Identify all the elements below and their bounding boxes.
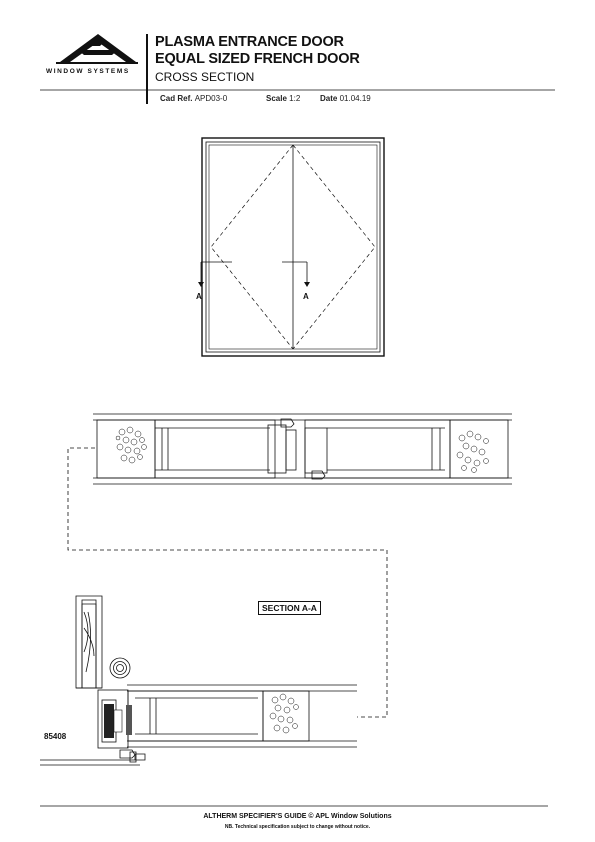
scale-label: Scale: [266, 94, 287, 103]
section-arrow-icon: [304, 282, 310, 287]
door-elevation: [198, 138, 384, 356]
date-label: Date: [320, 94, 338, 103]
left-leaf-swing-indicator: [211, 145, 293, 349]
section-marker-right: A: [303, 292, 309, 301]
date-value: 01.04.19: [339, 94, 371, 103]
cad-ref-value: APD03-0: [194, 94, 228, 103]
cad-ref-label: Cad Ref.: [160, 94, 193, 103]
lower-cross-section: [40, 596, 357, 765]
glazing-desiccant-left: [116, 427, 147, 463]
title-line-1: PLASMA ENTRANCE DOOR: [155, 34, 344, 50]
hinge-detail-icon: [104, 704, 132, 738]
date: [320, 94, 371, 103]
cad-ref: [160, 94, 227, 103]
section-connector: [68, 448, 387, 717]
upper-cross-section: [93, 414, 512, 484]
part-code: 85408: [44, 732, 67, 741]
footer-line-2: NB. Technical specification subject to change without notice.: [224, 824, 371, 830]
subtitle: CROSS SECTION: [155, 70, 255, 84]
section-arrow-icon: [198, 282, 204, 287]
section-marker-left: A: [196, 292, 202, 301]
right-leaf-swing-indicator: [293, 145, 375, 349]
glazing-desiccant-lower: [270, 694, 299, 733]
title-line-2: EQUAL SIZED FRENCH DOOR: [155, 51, 360, 67]
glazing-desiccant-right: [457, 431, 489, 473]
altherm-logo-icon: [56, 34, 138, 64]
footer-line-1: ALTHERM SPECIFIER'S GUIDE © APL Window Solutions: [203, 813, 392, 820]
logo-text: WINDOW SYSTEMS: [46, 68, 130, 75]
scale: [266, 94, 300, 103]
section-label: SECTION A-A: [258, 601, 321, 615]
scale-value: 1:2: [289, 94, 301, 103]
